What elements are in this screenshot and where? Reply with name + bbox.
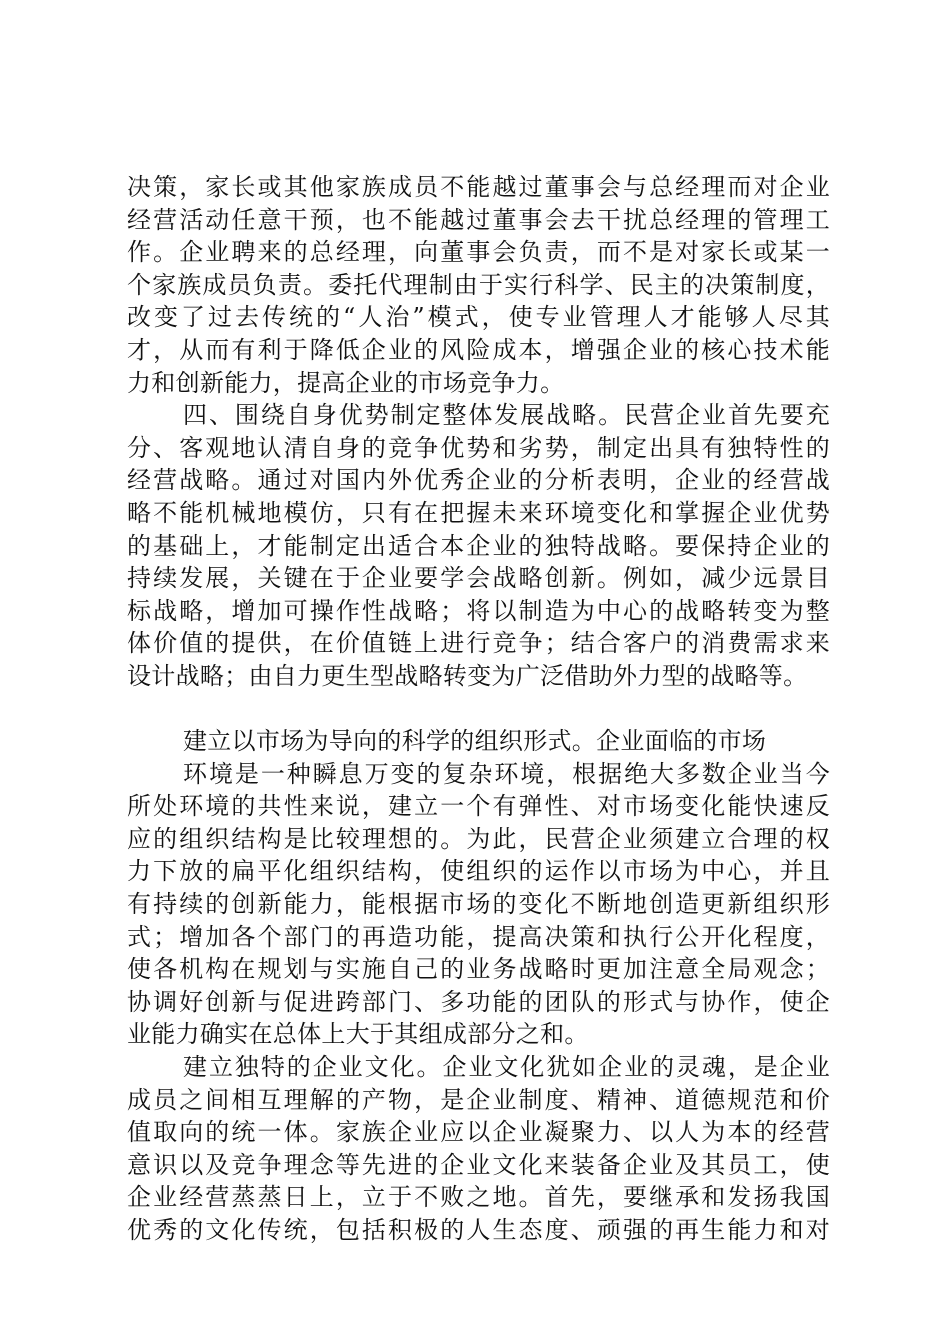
- text-line: 改变了过去传统的“人治”模式，使专业管理人才能够人尽其: [127, 303, 830, 332]
- text-line: 优秀的文化传统，包括积极的人生态度、顽强的再生能力和对: [127, 1216, 830, 1244]
- text-line: 成员之间相互理解的产物，是企业制度、精神、道德规范和价: [127, 1085, 830, 1114]
- paragraph-1: [127, 171, 830, 399]
- text-line: 设计战略；由自力更生型战略转变为广泛借助外力型的战略等。: [127, 661, 808, 690]
- text-line: 建立独特的企业文化。企业文化犹如企业的灵魂，是企业: [183, 1053, 830, 1082]
- text-line: 的基础上，才能制定出适合本企业的独特战略。要保持企业的: [127, 531, 830, 560]
- text-line: 才，从而有利于降低企业的风险成本，增强企业的核心技术能: [127, 335, 830, 364]
- text-line: 意识以及竞争理念等先进的企业文化来装备企业及其员工，使: [127, 1150, 830, 1179]
- text-line: 个家族成员负责。委托代理制由于实行科学、民主的决策制度，: [127, 270, 830, 299]
- text-line: 经营活动任意干预，也不能越过董事会去干扰总经理的管理工: [127, 205, 830, 234]
- text-line: 略不能机械地模仿，只有在把握未来环境变化和掌握企业优势: [127, 498, 830, 527]
- text-line: 建立以市场为导向的科学的组织形式。企业面临的市场: [183, 727, 767, 756]
- text-line: 所处环境的共性来说，建立一个有弹性、对市场变化能快速反: [127, 792, 830, 821]
- text-line: 分、客观地认清自身的竞争优势和劣势，制定出具有独特性的: [127, 433, 830, 462]
- text-line: 使各机构在规划与实施自己的业务战略时更加注意全局观念；: [127, 955, 830, 984]
- paragraph-3: [127, 725, 830, 1051]
- paragraph-4: [127, 1051, 830, 1247]
- document-page: [127, 171, 830, 1247]
- text-line: 四、围绕自身优势制定整体发展战略。民营企业首先要充: [183, 401, 830, 430]
- paragraph-2: [127, 399, 830, 692]
- text-line: 标战略，增加可操作性战略；将以制造为中心的战略转变为整: [127, 596, 830, 625]
- text-line: 式；增加各个部门的再造功能，提高决策和执行公开化程度，: [127, 922, 830, 951]
- text-line: 作。企业聘来的总经理，向董事会负责，而不是对家长或某一: [127, 238, 830, 267]
- text-line: 业能力确实在总体上大于其组成部分之和。: [127, 1020, 589, 1049]
- paragraph-gap: [127, 693, 830, 726]
- text-line: 力下放的扁平化组织结构，使组织的运作以市场为中心，并且: [127, 857, 830, 886]
- text-line: 环境是一种瞬息万变的复杂环境，根据绝大多数企业当今: [183, 759, 830, 788]
- text-line: 应的组织结构是比较理想的。为此，民营企业须建立合理的权: [127, 824, 830, 853]
- text-line: 企业经营蒸蒸日上，立于不败之地。首先，要继承和发扬我国: [127, 1183, 830, 1212]
- text-line: 力和创新能力，提高企业的市场竞争力。: [127, 368, 565, 397]
- text-line: 体价值的提供，在价值链上进行竞争；结合客户的消费需求来: [127, 629, 830, 658]
- text-line: 持续发展，关键在于企业要学会战略创新。例如，减少远景目: [127, 564, 830, 593]
- text-line: 协调好创新与促进跨部门、多功能的团队的形式与协作，使企: [127, 987, 830, 1016]
- text-line: 决策，家长或其他家族成员不能越过董事会与总经理而对企业: [127, 173, 830, 201]
- text-line: 有持续的创新能力，能根据市场的变化不断地创造更新组织形: [127, 890, 830, 919]
- text-line: 值取向的统一体。家族企业应以企业凝聚力、以人为本的经营: [127, 1118, 830, 1147]
- text-line: 经营战略。通过对国内外优秀企业的分析表明，企业的经营战: [127, 466, 830, 495]
